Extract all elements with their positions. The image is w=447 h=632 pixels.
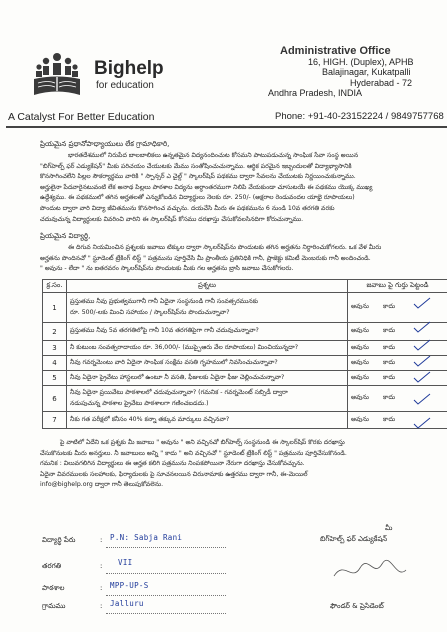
paragraph-line: అర్హతను పొందినచో " స్టూడెంట్ ట్రేకింగ్ లిస్ట్ " పత్రమును పూర్తిచేసి మీ ప్రాంతీయ ప్రతినిధికి గానీ, ప్రాజెక్టు కమిటీ మెంబరుకు గానీ అందించండి. — [40, 254, 371, 262]
row-number: 3 — [43, 341, 67, 356]
answer-yes[interactable]: అవును — [351, 343, 369, 351]
intro-paragraph — [40, 151, 445, 225]
address-line: 16, HIGH. (Duplex), APHB — [308, 56, 414, 67]
colon: : — [100, 562, 103, 570]
question-line: నీవు ఏదైనా ప్రయివేటు పాఠశాలలో చదువుచున్నావా? (గమనిక - గవర్నమెంట్ సబ్సిడీ ద్వారా — [70, 389, 288, 396]
question-text — [67, 323, 348, 341]
paragraph-line: ఈ దిగువ నియమించిన ప్రశ్నలకు జవాబు టిక్కుల ద్వారా స్కాలర్‌షిప్‌ను పొందుటకు తగిన అర్హతను నిర్ధారించుకోగలరు. ఒక వేళ మీరు — [68, 244, 382, 251]
question-line: నీవు ఏదైనా ప్రైవేటు హాస్టలులో ఉంటూ నీ వసతి, ఫీజులకు ఏదైనా ఫీజు చెల్లించుచున్నావా? — [70, 373, 285, 381]
answer-yes[interactable]: అవును — [351, 394, 369, 401]
question-line: నీ కుటుంబ సంవత్సరాదాయం రూ. 36,000/- (ముప్పైఆరు వేల రూపాయలు) మించియున్నదా? — [70, 343, 299, 351]
question-line: నీకు గత పరీక్షలో కనీసం 40% కన్నా తక్కువ మార్కులు వచ్చినవా? — [70, 415, 230, 423]
row-number: 1 — [43, 293, 67, 323]
column-header-answers: జవాబు పై గుర్తు పెట్టండి — [348, 280, 447, 293]
closing-paragraph — [40, 438, 445, 491]
answer-no[interactable]: కాదు — [383, 343, 396, 351]
question-text — [67, 293, 348, 323]
office-title: Administrative Office — [280, 45, 391, 57]
answer-yes[interactable]: అవును — [351, 327, 369, 334]
paragraph-line: గమనిక : విలువగలిగిన విద్యార్థులు ఈ అర్హత కలిగి పత్రమును నింపకపోయినా నేరుగా దరఖాస్తు చేసుకోవచ్చును. — [40, 460, 305, 468]
student-name-label: విద్యార్థి పేరు — [42, 536, 76, 544]
salutation-student: ప్రియమైన విద్యార్థి, — [40, 232, 91, 240]
signature-prefix: మీ — [385, 524, 393, 532]
founder-title: ఫౌండర్ & ప్రెసిడెంట్ — [330, 602, 384, 610]
answer-yes[interactable]: అవును — [351, 373, 369, 381]
header-divider — [6, 126, 447, 128]
table-row — [43, 371, 447, 386]
class-value[interactable]: VII — [118, 558, 133, 567]
answer-yes[interactable]: అవును — [351, 358, 369, 366]
question-text — [67, 386, 348, 412]
colon: : — [100, 584, 103, 592]
class-line — [106, 572, 226, 574]
brand-name: Bighelp — [94, 58, 164, 79]
question-line: ప్రస్తుతము నీవు 5వ తరగతిలోపై గానీ 10వ తరగతిపైగా గానీ చదువుచున్నావా? — [70, 327, 259, 335]
row-number: 5 — [43, 371, 67, 386]
question-line: నీవు గవర్నమెంటు వారి ఏదైనా సాంఘిక సంక్షేమ వసతి గృహములో నివసించుచున్నావా? — [70, 358, 278, 366]
paragraph-line: భారతదేశములో నిరుపేద బాలబాలికలు ఉన్నతమైన విద్యనందించుట కోసమని పాటుపడుచున్న సాంఘిక సేవా సంస్థ అయిన — [68, 152, 359, 159]
answer-no[interactable]: కాదు — [383, 394, 396, 401]
answer-no[interactable]: కాదు — [383, 327, 396, 334]
paragraph-line: చదువుచున్న విద్యార్థులకు వివరించి వారిని ఈ స్కాలర్‌షిప్ కోసము దరఖాస్తు చేసుకోవలసినదిగా కోరుచున్నాము. — [40, 215, 304, 223]
row-number: 2 — [43, 323, 67, 341]
answer-no[interactable]: కాదు — [383, 415, 396, 423]
signature-org: బిగ్‌హెల్ప్ ఫర్ ఎడ్యుకేషన్ — [320, 535, 388, 543]
paragraph-line: ఏదైనా వివరములకు సలహాలకు, ఫిర్యాదులకు పై సూచనలయిన చిరునామాకు ఉత్తరము ద్వారా గానీ, ఈ-మెయిల్ — [40, 470, 308, 478]
answer-yes[interactable]: అవును — [351, 415, 369, 423]
village-label: గ్రామము — [42, 602, 66, 610]
paragraph-line: ఉద్దేశ్యము. ఈ పథకములో తగిన అర్హతలతో ఎన్నుకోబడిన విద్యార్థులు నెలకు రూ. 250/- (అక్షరాల రెండువందల యాభై రూపాయలు) — [40, 194, 355, 202]
paragraph-line: పై వాటిలో ఏదేని ఒక ప్రశ్నకు మీ జవాబు " అవును " అని వచ్చినచో బిగ్‌హెల్ప్ సంస్థనుండి ఈ స్కాలర్‌షిప్ కొరకు దరఖాస్తు — [60, 439, 345, 446]
tagline: A Catalyst For Better Education — [8, 111, 155, 123]
table-row — [43, 356, 447, 371]
paragraph-line: చేసుకొనుటకు మీరు అనర్హులు. నీ జవాబులు అన్ని " కాదు " అని వచ్చినచో " స్టూడెంట్ ట్రేకింగ్ లిస్ట్ " పత్రమును పూర్తిచేసుకొనండి. — [40, 449, 347, 457]
table-row — [43, 341, 447, 356]
table-row — [43, 386, 447, 412]
eligibility-table — [42, 279, 447, 429]
village-line — [106, 612, 226, 614]
bighelp-logo-icon — [32, 50, 82, 98]
address-line: Hyderabad - 72 — [350, 77, 413, 88]
office-address — [268, 45, 414, 99]
address-line: Andhra Pradesh, INDIA — [268, 88, 363, 98]
school-line — [106, 594, 226, 596]
question-line: ప్రస్తుతము నీవు ప్రభుత్వముగానీ గానీ ఏదైనా సంస్థనుండి గానీ సంవత్సరమునకు — [70, 298, 259, 305]
answer-no[interactable]: కాదు — [383, 303, 396, 310]
paragraph-line: " అవును - లేదా " ను ఐతరవరం స్కాలర్‌షిప్‌ను పొందుటకు మీకు గల అర్హతను బ్రాసి జవాబు చేసుకోగలరు. — [40, 265, 294, 273]
student-name-line — [106, 546, 226, 548]
answer-no[interactable]: కాదు — [383, 373, 396, 381]
handwritten-signature — [330, 556, 410, 586]
colon: : — [100, 536, 103, 544]
table-row — [43, 412, 447, 429]
answer-tick-marks — [408, 296, 438, 456]
school-value[interactable]: MPP-UP-S — [110, 581, 149, 590]
table-header-row — [43, 280, 447, 293]
address-line: Balajinagar, Kukatpalli — [322, 67, 411, 77]
answer-no[interactable]: కాదు — [383, 358, 396, 366]
class-label: తరగతి — [42, 562, 62, 570]
paragraph-line: అర్హులైనా పేదవారైనటువంటి లేక అనాథ పిల్లలు పాఠశాల విద్యను అర్ధాంతరముగా నిలిపి వేయకుండా చూసుటయే ఈ పథకము యొక్క ముఖ్య — [40, 183, 373, 191]
column-header-serial: క్ర.సం. — [43, 280, 67, 293]
question-text — [67, 341, 348, 356]
question-line: నడుపుచున్న పాఠశాల ప్రైవేటు పాఠశాలగా గణించబడదు.) — [70, 399, 209, 407]
phone-number: Phone: +91-40-23152224 / 9849757768 — [275, 111, 444, 122]
row-number: 6 — [43, 386, 67, 412]
brand-subtitle: for education — [96, 80, 154, 91]
answer-yes[interactable]: అవును — [351, 303, 369, 310]
row-number: 4 — [43, 356, 67, 371]
paragraph-line: పొందుట ద్వారా వారి విద్యా జీవితమును కొనసాగించ వచ్చును. దయచేసి మీరు ఈ పథకమును 6 నుండి 10వ తరగతి వరకు — [40, 204, 335, 212]
school-label: పాఠశాల — [42, 584, 65, 592]
village-value[interactable]: Jalluru — [110, 599, 144, 608]
table-row — [43, 293, 447, 323]
question-line: రూ. 500/-లకు మించి సహాయం / స్కాలర్‌షిప్‌ను పొందుచున్నావా? — [70, 308, 230, 316]
paragraph-line: "బిగ్‌హెల్ప్ ఫర్ ఎడ్యుకేషన్" మీకు పరిచయం చేయుటకు మేము సంతోషించుచున్నాము. ఆర్థిక పరమైన ఇబ్బందులతో విద్యాభ్యాసానికి — [40, 162, 352, 170]
student-instructions — [40, 243, 445, 275]
student-name-value[interactable]: P.N: Sabja Rani — [110, 533, 183, 542]
salutation-headmaster: ప్రియమైన ప్రధానోపాధ్యాయులు లేక గ్రామాధికారి, — [40, 140, 170, 148]
question-text — [67, 371, 348, 386]
column-header-questions: ప్రశ్నలు — [67, 280, 348, 293]
paragraph-line: info@bighelp.org ద్వారా గానీ తెలుపుకోవలెను. — [40, 481, 164, 489]
table-row — [43, 323, 447, 341]
question-text — [67, 412, 348, 429]
paragraph-line: కొనసాగించలేని పిల్లల సౌకర్యార్థము వారికి " స్పాన్సర్ ఎ చైల్డ్ " స్కాలర్‌షిప్ పథకము ద్వారా సేవలను చేయుటకు నిర్ణయించుకున్నాము. — [40, 173, 356, 181]
colon: : — [100, 602, 103, 610]
question-text — [67, 356, 348, 371]
row-number: 7 — [43, 412, 67, 429]
